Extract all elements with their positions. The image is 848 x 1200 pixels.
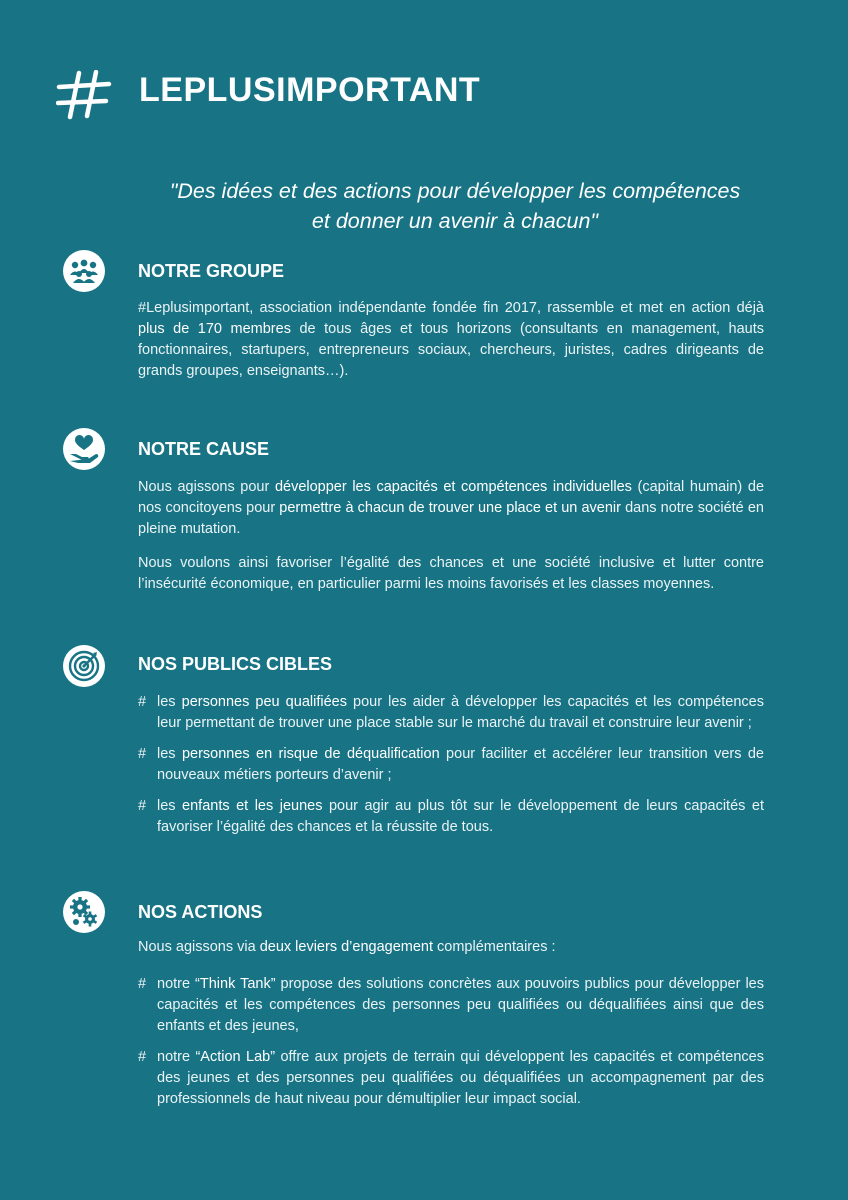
hand-heart-icon — [63, 428, 105, 470]
highlight-text: deux leviers d’engagement — [259, 939, 434, 955]
hash-bullet: # — [138, 694, 147, 710]
text-run: Nous agissons pour — [138, 479, 275, 495]
text-run: dans notre société en pleine mutation. — [138, 500, 764, 537]
list-item — [138, 692, 764, 734]
cause-paragraph-1 — [138, 477, 764, 540]
highlight-text: développer les capacités et compétences individuelles — [274, 479, 632, 495]
brand-title: LEPLUSIMPORTANT — [139, 71, 481, 109]
hash-bullet: # — [138, 746, 147, 762]
quote-line-1: "Des idées et des actions pour développer les compétences — [169, 179, 741, 203]
list-item — [138, 796, 764, 838]
highlight-text: permettre à chacun de trouver une place et un avenir — [279, 500, 621, 516]
list-item — [138, 1047, 764, 1110]
hash-bullet: # — [138, 798, 147, 814]
tagline-quote — [120, 176, 790, 236]
text-run: Nous agissons via — [138, 939, 260, 955]
target-icon — [63, 645, 105, 687]
groupe-paragraph — [138, 298, 764, 382]
highlight-text: personnes peu qualifiées — [181, 694, 347, 710]
quote-line-2: et donner un avenir à chacun" — [311, 209, 599, 233]
section-title-groupe: NOTRE GROUPE — [138, 261, 285, 281]
list-item — [138, 744, 764, 786]
highlight-text: “Think Tank” — [195, 976, 276, 992]
cause-paragraph-2: Nous voulons ainsi favoriser l’égalité des chances et une société inclusive et lutter contre l’insécurité économique, en particulier parmi les moins favorisés et les classes moyennes. — [138, 555, 764, 592]
text-run: (capital humain) de nos concitoyens pour — [138, 479, 765, 516]
section-title-publics: NOS PUBLICS CIBLES — [138, 654, 333, 674]
text-run: de tous âges et tous horizons (consultants en management, hauts fonctionnaires, startupers, entrepreneurs sociaux, chercheurs, juristes, cadres dirigeants de grands groupes, enseignants…). — [138, 321, 765, 379]
actions-list — [138, 974, 764, 1120]
publics-list — [138, 692, 764, 848]
text-run: pour les aider à développer les capacités et les compétences leur permettant de trouver une place stable sur le marché du travail et construire leur avenir ; — [157, 694, 764, 731]
text-run: notre — [157, 1049, 196, 1065]
hashtag-logo-icon — [56, 70, 112, 120]
text-run: pour agir au plus tôt sur le développement de leurs capacités et favoriser l’égalité des chances et la réussite de tous. — [157, 798, 764, 835]
text-run: #Leplusimportant, association indépendante fondée fin 2017, rassemble et met en action déjà — [138, 300, 764, 316]
highlight-members: plus de 170 membres — [138, 321, 291, 337]
text-run: les — [157, 746, 182, 762]
text-run: offre aux projets de terrain qui développent les capacités et compétences des jeunes et des personnes peu qualifiées ou déqualifiées un accompagnement par des professionnels de haut niveau pour démultiplier leur impact social. — [157, 1049, 764, 1107]
text-run: notre — [157, 976, 196, 992]
text-run: pour faciliter et accélérer leur transition vers de nouveaux métiers porteurs d’avenir ; — [157, 746, 764, 783]
actions-intro — [138, 937, 764, 958]
text-run: les — [157, 694, 182, 710]
highlight-text: enfants et les jeunes — [182, 798, 323, 814]
group-people-icon — [63, 250, 105, 292]
highlight-text: personnes en risque de déqualification — [181, 746, 440, 762]
hash-bullet: # — [138, 1049, 147, 1065]
hash-bullet: # — [138, 976, 147, 992]
highlight-text: “Action Lab” — [195, 1049, 276, 1065]
gears-icon — [63, 891, 105, 933]
section-title-actions: NOS ACTIONS — [138, 902, 263, 922]
text-run: les — [157, 798, 183, 814]
text-run: complémentaires : — [433, 939, 556, 955]
list-item — [138, 974, 764, 1037]
text-run: propose des solutions concrètes aux pouvoirs publics pour développer les capacités et les compétences des personnes peu qualifiées ou déqualifiées ainsi que des enfants et des jeunes, — [157, 976, 764, 1034]
section-title-cause: NOTRE CAUSE — [138, 439, 270, 459]
